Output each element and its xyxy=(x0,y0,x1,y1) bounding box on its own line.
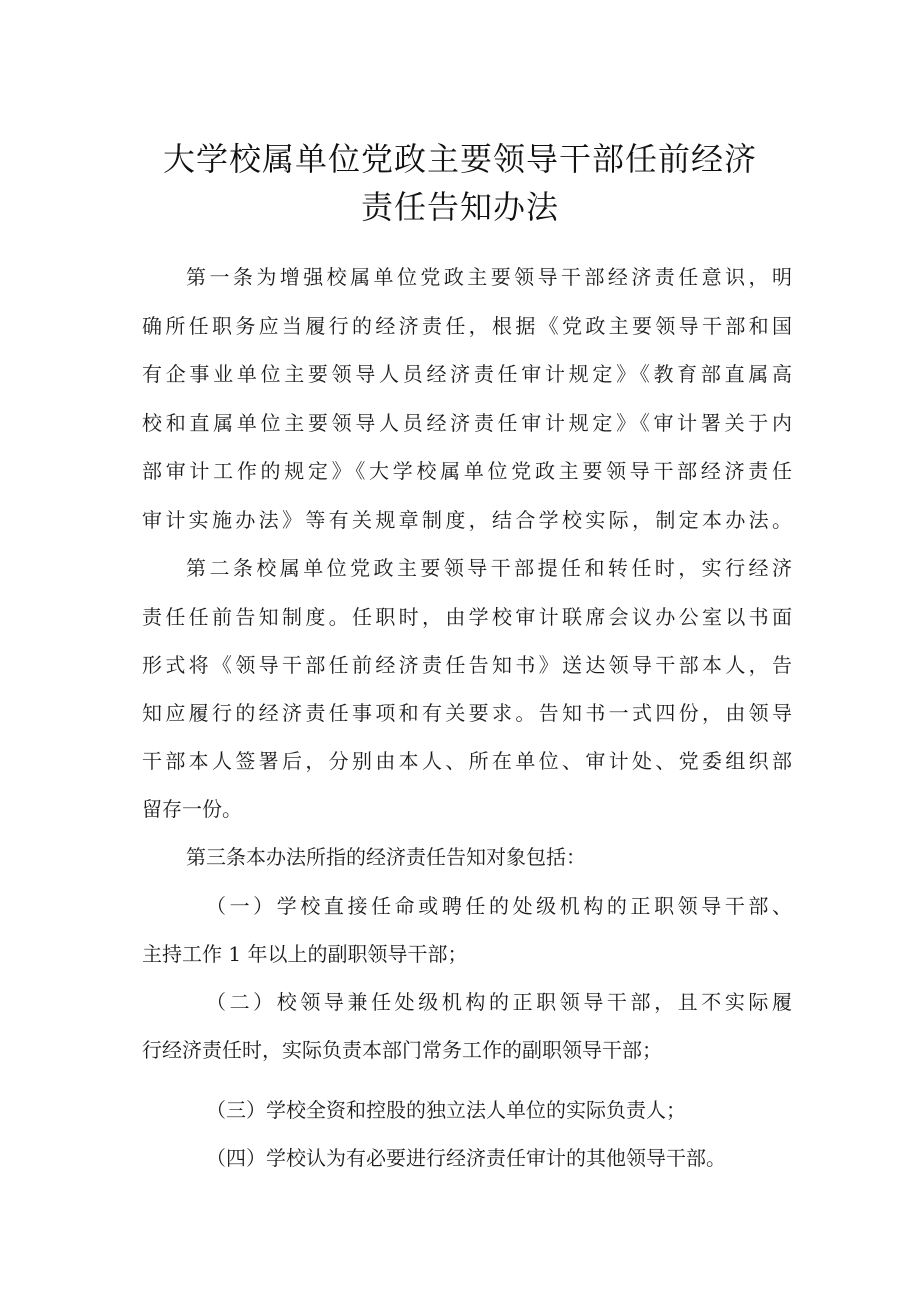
article-1-line-4: 校和直属单位主要领导人员经济责任审计规定》《审计署关于内 xyxy=(142,411,792,435)
article-1-line-1: 第一条为增强校属单位党政主要领导干部经济责任意识，明 xyxy=(186,265,792,289)
article-3-intro: 第三条本办法所指的经济责任告知对象包括： xyxy=(186,845,586,869)
article-2-line-3: 形式将《领导干部任前经济责任告知书》送达领导干部本人，告 xyxy=(142,653,792,677)
article-2-line-1: 第二条校属单位党政主要领导干部提任和转任时，实行经济 xyxy=(186,556,792,580)
article-1-line-6: 审计实施办法》等有关规章制度，结合学校实际，制定本办法。 xyxy=(142,508,792,532)
item-4: （四）学校认为有必要进行经济责任审计的其他领导干部。 xyxy=(206,1146,726,1170)
item-2-line-1: （二）校领导兼任处级机构的正职领导干部，且不实际履 xyxy=(206,990,792,1014)
article-1-line-5: 部审计工作的规定》《大学校属单位党政主要领导干部经济责任 xyxy=(142,459,792,483)
article-2-line-4: 知应履行的经济责任事项和有关要求。告知书一式四份，由领导 xyxy=(142,701,792,725)
item-1-line-2: 主持工作 1 年以上的副职领导干部； xyxy=(142,942,468,966)
article-1-line-2: 确所任职务应当履行的经济责任，根据《党政主要领导干部和国 xyxy=(142,314,792,338)
article-2-line-6: 留存一份。 xyxy=(142,797,242,821)
item-1-line-1: （一）学校直接任命或聘任的处级机构的正职领导干部、 xyxy=(206,894,792,918)
article-2-line-2: 责任任前告知制度。任职时，由学校审计联席会议办公室以书面 xyxy=(142,605,792,629)
document-title-line-1: 大学校属单位党政主要领导干部任前经济 xyxy=(162,140,757,178)
item-3: （三）学校全资和控股的独立法人单位的实际负责人； xyxy=(206,1098,686,1122)
item-2-line-2: 行经济责任时，实际负责本部门常务工作的副职领导干部； xyxy=(142,1038,662,1062)
article-1-line-3: 有企事业单位主要领导人员经济责任审计规定》《教育部直属高 xyxy=(142,362,792,386)
article-2-line-5: 干部本人签署后，分别由本人、所在单位、审计处、党委组织部 xyxy=(142,749,792,773)
document-title-line-2: 责任告知办法 xyxy=(360,188,559,226)
